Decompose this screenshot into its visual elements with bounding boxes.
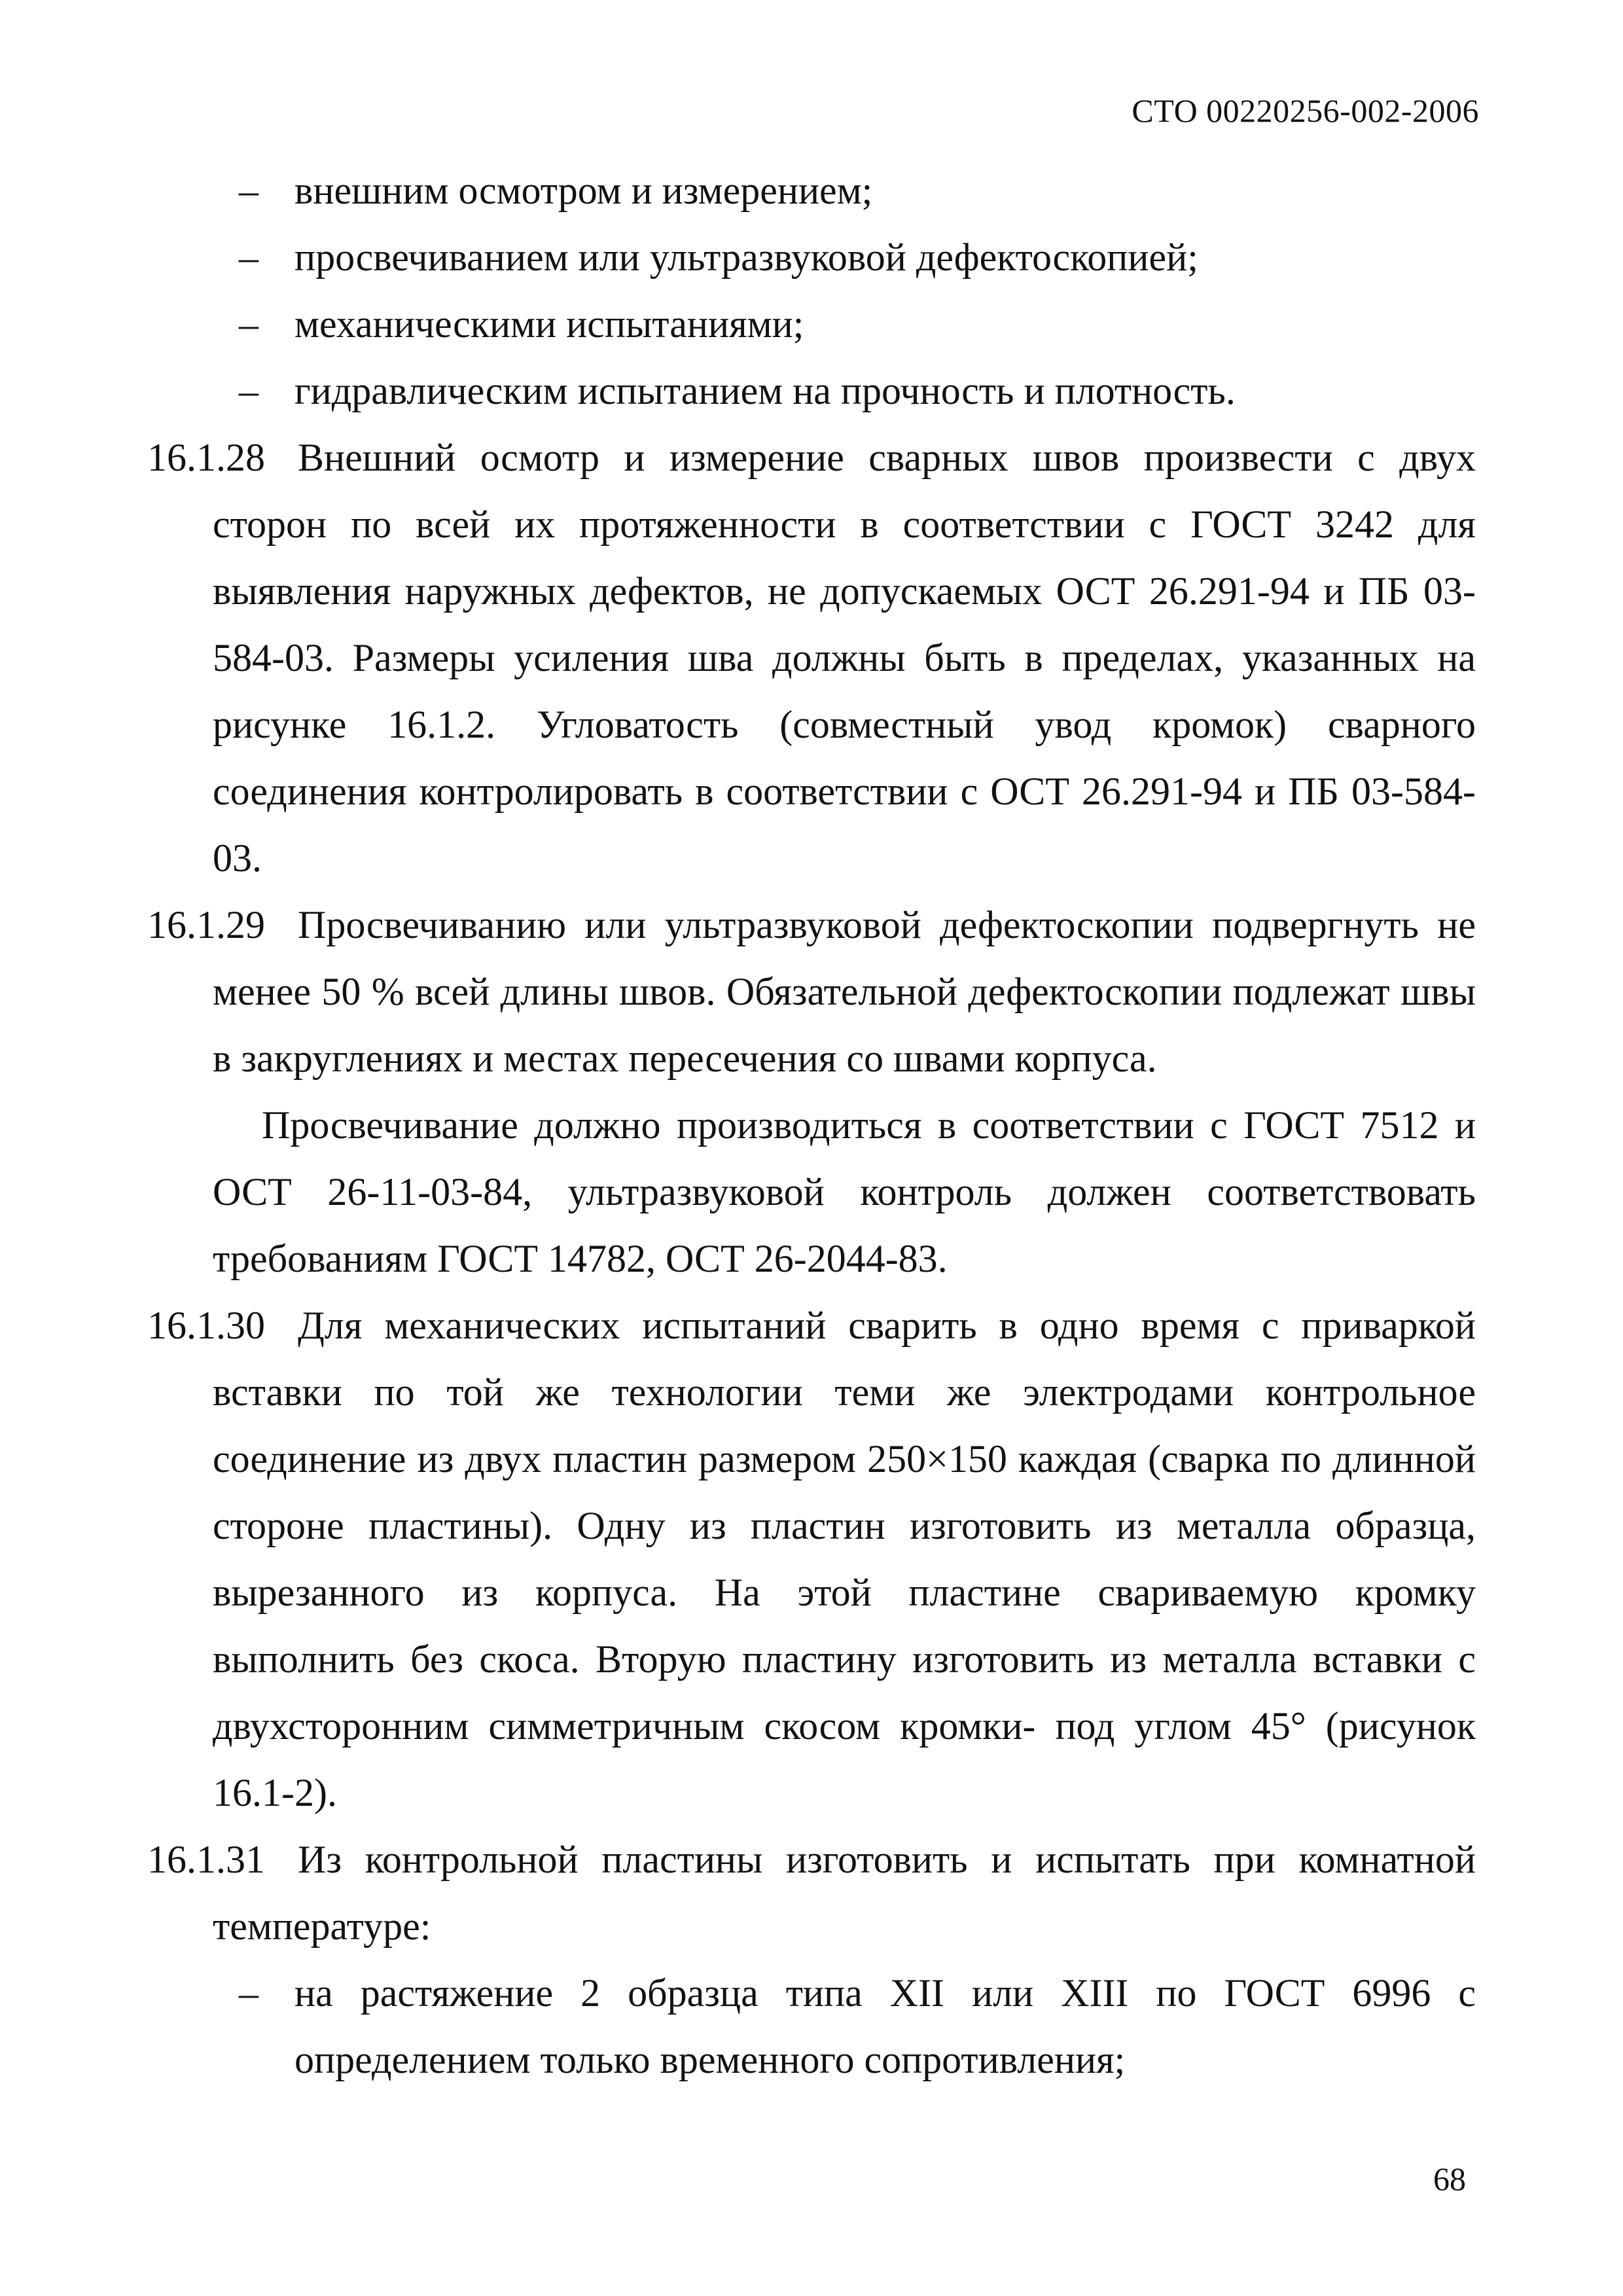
list-item [147,1960,1476,2093]
dash-bullet: – [239,169,259,212]
clause-text: Из контрольной пластины изготовить и испытать при комнатной температуре: [213,1838,1476,1948]
clause-paragraph: Просвечивание должно производиться в соответствии с ГОСТ 7512 и ОСТ 26-11-03-84, ультразвуковой контроль должен соответствовать требованиям ГОСТ 14782, ОСТ 26-2044-83. [213,1103,1476,1280]
clause-number: 16.1.31 [147,1838,265,1881]
clause-16-1-28 [147,424,1476,891]
clause-number: 16.1.29 [147,903,265,946]
dash-bullet: – [239,236,259,279]
list-item-text: на растяжение 2 образца типа XII или XIII по ГОСТ 6996 с определением только временного сопротивления; [294,1971,1476,2081]
page-number: 68 [1433,2161,1466,2197]
clause-text: Внешний осмотр и измерение сварных швов произвести с двух сторон по всей их протяженности в соответствии с ГОСТ 3242 для выявления наружных дефектов, не допускаемых ОСТ 26.291-94 и ПБ 03-584-03. Размеры усиления шва должны быть в пределах, указанных на рисунке 16.1.2. Угловатость (совместный увод кромок) сварного соединения контролировать в соответствии с ОСТ 26.291-94 и ПБ 03-584-03. [213,436,1476,880]
list-item [147,224,1476,291]
list-item-text: просвечиванием или ультразвуковой дефектоскопией; [294,236,1198,279]
list-item [147,157,1476,224]
dash-bullet: – [239,302,259,346]
clause-16-1-30 [147,1292,1476,1826]
clause-text: Просвечиванию или ультразвуковой дефектоскопии подвергнуть не менее 50 % всей длины швов. Обязательной дефектоскопии подлежат швы в закруглениях и местах пересечения со швами корпуса. [213,903,1476,1080]
clause-16-1-29 [147,891,1476,1092]
page-content [147,157,1476,2093]
list-item [147,357,1476,424]
document-code-header: СТО 00220256-002-2006 [1132,92,1479,129]
list-item-text: внешним осмотром и измерением; [294,169,873,212]
dash-bullet: – [239,1971,259,2015]
list-item-text: механическими испытаниями; [294,302,804,346]
dash-bullet: – [239,369,259,412]
list-item [147,291,1476,357]
clause-16-1-31 [147,1826,1476,1960]
clause-number: 16.1.28 [147,436,265,479]
list-item-text: гидравлическим испытанием на прочность и плотность. [294,369,1236,412]
clause-number: 16.1.30 [147,1304,265,1347]
clause-text: Для механических испытаний сварить в одно время с приваркой вставки по той же технологии теми же электродами контрольное соединение из двух пластин размером 250×150 каждая (сварка по длинной стороне пластины). Одну из пластин изготовить из металла образца, вырезанного из корпуса. На этой пластине свариваемую кромку выполнить без скоса. Вторую пластину изготовить из металла вставки с двухсторонним симметричным скосом кромки- под углом 45° (рисунок 16.1-2). [213,1304,1476,1814]
